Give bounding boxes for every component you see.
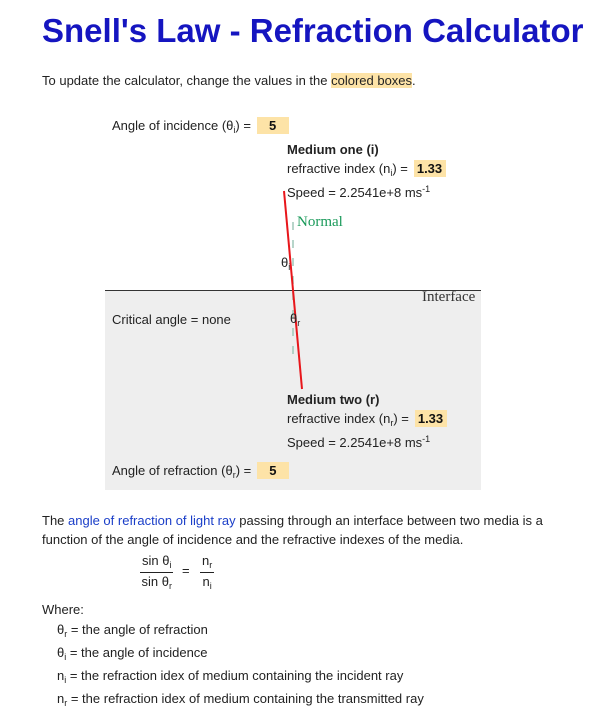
intro-highlight: colored boxes <box>331 73 413 88</box>
intro-before: To update the calculator, change the values in the <box>42 73 332 88</box>
theta-i-label: $\theta_i$ <box>281 255 291 272</box>
refraction-row <box>112 462 289 480</box>
formula-equals: = <box>182 563 190 578</box>
medium-two-ri-label: refractive index $(n_r)$ = <box>287 411 409 428</box>
incidence-label: Angle of incidence $(\theta_i)$ = <box>112 118 251 135</box>
medium-one-ri-label: refractive index $(n_i)$ = <box>287 161 408 178</box>
incidence-row <box>112 117 289 135</box>
medium-two-speed: Speed = 2.2541e+8 $ms^{-1}$ <box>287 434 431 450</box>
medium-one-speed: Speed = 2.2541e+8 $ms^{-1}$ <box>287 184 431 200</box>
medium-two-heading: Medium two (r) <box>287 392 380 407</box>
where-item-n-r: $n_r$ = the refraction idex of medium containing the transmitted ray <box>57 691 424 708</box>
where-item-n-i: $n_i$ = the refraction idex of medium containing the incident ray <box>57 668 404 685</box>
interface-label: Interface <box>422 289 476 305</box>
intro-after: . <box>412 73 416 88</box>
medium-one-heading: Medium one (i) <box>287 142 379 157</box>
where-title: Where: <box>42 602 84 617</box>
formula-lhs: $\frac{\sin \theta_i}{\sin \theta_r}$ <box>141 553 172 591</box>
refraction-angle-output: 5 <box>257 462 289 479</box>
medium-two-ri-row <box>287 410 447 428</box>
refracted-ray <box>293 290 302 389</box>
incident-ray <box>284 191 293 290</box>
critical-angle: Critical angle = none <box>112 312 231 327</box>
medium-one-ri-row <box>287 160 446 178</box>
refraction-label: Angle of refraction $(\theta_r)$ = <box>112 463 252 480</box>
theta-r-label: $\theta_r$ <box>290 311 301 328</box>
formula-rhs: $\frac{n_r}{n_i}$ <box>202 553 213 591</box>
page-title: Snell's Law - Refraction Calculator <box>42 12 584 49</box>
medium-two-ri-input[interactable]: 1.33 <box>415 410 447 427</box>
description: The angle of refraction of light ray passing through an interface between two media is a function of the angle of incidence and the refractive indexes of the media. <box>42 513 543 547</box>
medium-one-ri-input[interactable]: 1.33 <box>414 160 446 177</box>
incidence-angle-input[interactable]: 5 <box>257 117 289 134</box>
where-item-theta-i: $\theta_i$ = the angle of incidence <box>57 645 208 662</box>
normal-label: Normal <box>297 214 343 230</box>
refraction-link[interactable]: angle of refraction of light ray <box>68 513 236 528</box>
where-item-theta-r: $\theta_r$ = the angle of refraction <box>57 622 208 639</box>
